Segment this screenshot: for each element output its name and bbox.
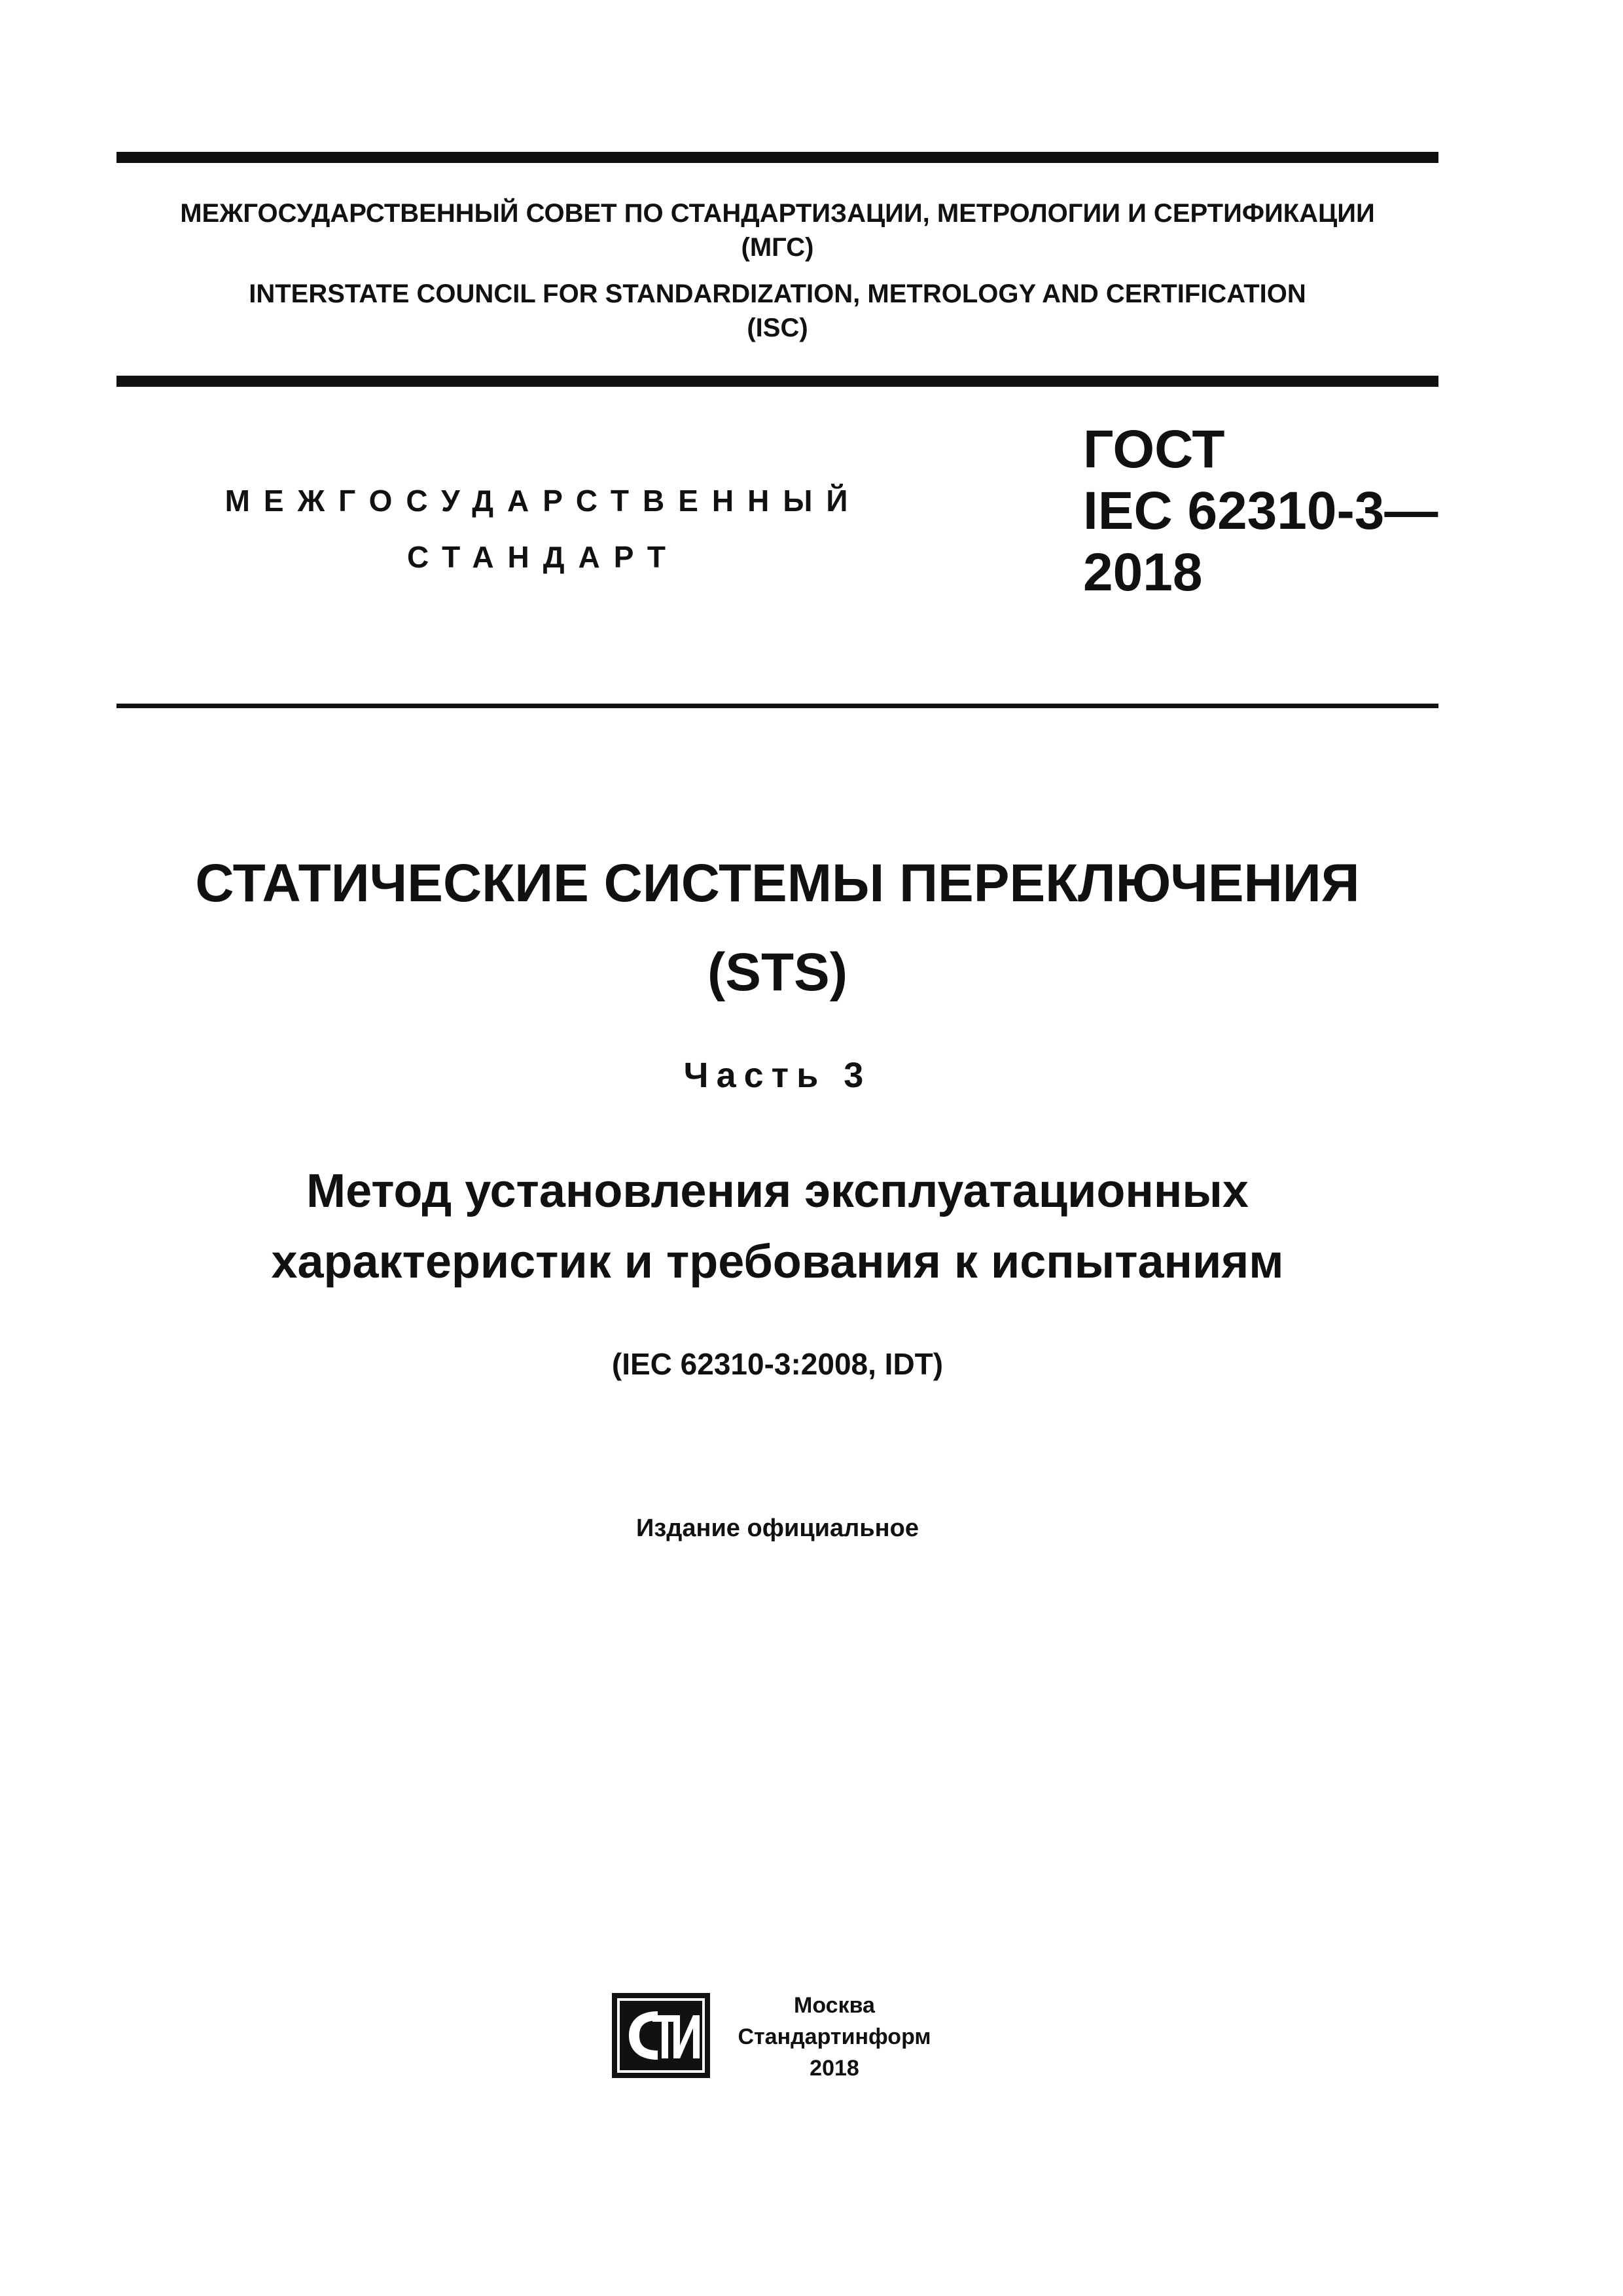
iec-reference: (IEC 62310-3:2008, IDT) <box>611 1347 944 1381</box>
standard-number: ГОСТ IEC 62310-3— 2018 <box>1083 420 1438 602</box>
document-subtitle: Метод установления эксплуатационных характеристик и требования к испытаниям <box>271 1165 1284 1288</box>
standartinform-logo-icon <box>612 1993 710 2078</box>
publisher-block <box>726 1990 942 2084</box>
top-rule <box>116 152 1438 163</box>
council-name-ru: МЕЖГОСУДАРСТВЕННЫЙ СОВЕТ ПО СТАНДАРТИЗАЦИИ, МЕТРОЛОГИИ И СЕРТИФИКАЦИИ (МГС) <box>180 199 1375 262</box>
document-title: СТАТИЧЕСКИЕ СИСТЕМЫ ПЕРЕКЛЮЧЕНИЯ (STS) <box>195 853 1360 1002</box>
publisher-city: Москва <box>794 1993 875 2018</box>
bottom-rule <box>116 704 1438 708</box>
middle-rule <box>116 376 1438 387</box>
publication-year: 2018 <box>810 2056 859 2081</box>
edition-label: Издание официальное <box>636 1515 919 1542</box>
standard-type-label: МЕЖГОСУДАРСТВЕННЫЙ СТАНДАРТ <box>224 484 862 574</box>
part-label: Часть 3 <box>683 1056 872 1095</box>
council-name-en: INTERSTATE COUNCIL FOR STANDARDIZATION, METROLOGY AND CERTIFICATION (ISC) <box>249 279 1306 342</box>
publisher-name: Стандартинформ <box>738 2024 931 2049</box>
